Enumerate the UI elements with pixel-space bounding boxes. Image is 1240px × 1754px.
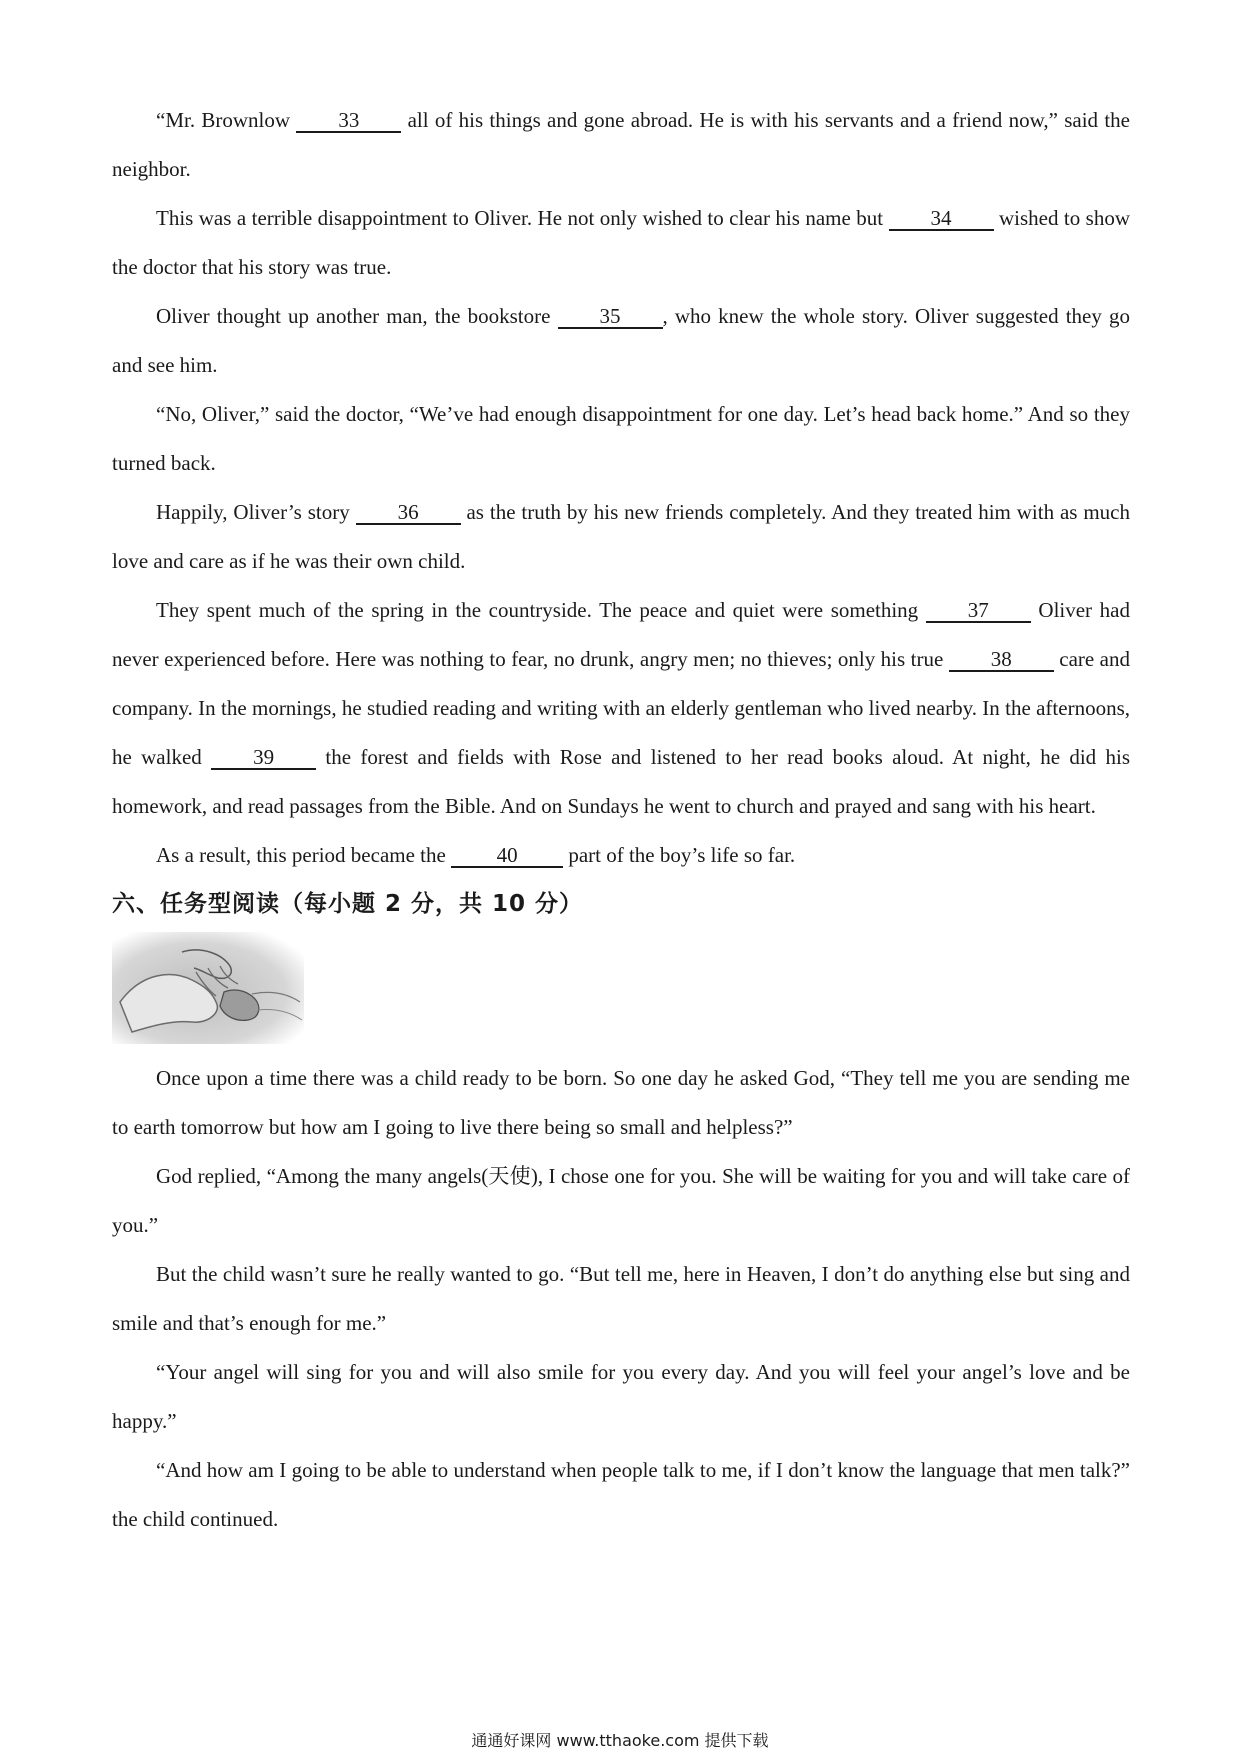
text: the forest and fields with Rose and listened to her read books aloud. At night, he did his homework, and read passages from the Bible. And on Sundays he went to church and prayed and sang with his heart. — [112, 745, 1131, 818]
paragraph: “And how am I going to be able to understand when people talk to me, if I don’t know the language that men talk?” the child continued. — [112, 1458, 1130, 1531]
text: This was a terrible disappointment to Oliver. He not only wished to clear his name but — [156, 206, 889, 230]
paragraph: Once upon a time there was a child ready to be born. So one day he asked God, “They tell me you are sending me to earth tomorrow but how am I going to live there being so small and helpless?” — [112, 1066, 1130, 1139]
paragraph: “Your angel will sing for you and will also smile for you every day. And you will feel your angel’s love and be happy.” — [112, 1360, 1130, 1433]
text: all of his things and gone abroad. He is with his servants and a friend now,” said the neighbor. — [112, 108, 1130, 181]
text: care and company. In the mornings, he studied reading and writing with an elderly gentleman who lived nearby. In the afternoons, he walked — [112, 647, 1130, 769]
paragraph — [112, 96, 1130, 194]
paragraph: “No, Oliver,” said the doctor, “We’ve had enough disappointment for one day. Let’s head back home.” And so they turned back. — [112, 402, 1130, 475]
section-title: 六、任务型阅读（每小题 2 分，共 10 分） — [112, 891, 584, 917]
paragraph: But the child wasn’t sure he really wanted to go. “But tell me, here in Heaven, I don’t do anything else but sing and smile and that’s enough for me.” — [112, 1262, 1130, 1335]
paragraph — [112, 586, 1130, 831]
answer-blank: 34 — [889, 207, 994, 231]
text: wished to show the doctor that his story was true. — [112, 206, 1130, 279]
answer-blank: 40 — [451, 844, 563, 868]
answer-blank: 38 — [949, 648, 1054, 672]
text: Oliver had never experienced before. Here was nothing to fear, no drunk, angry men; no thieves; only his true — [112, 598, 1130, 671]
page-footer: 通通好课网 www.tthaoke.com 提供下载 — [471, 1731, 769, 1750]
paragraph — [112, 292, 1130, 390]
hands-holding-icon — [112, 932, 304, 1044]
paragraph — [112, 831, 1130, 880]
answer-blank: 39 — [211, 746, 316, 770]
paragraph: God replied, “Among the many angels(天使), I chose one for you. She will be waiting for you and will take care of you.” — [112, 1164, 1130, 1237]
text: , who knew the whole story. Oliver suggested they go and see him. — [112, 304, 1130, 377]
paragraph — [112, 194, 1130, 292]
text: “Mr. Brownlow — [156, 108, 297, 132]
document-body — [112, 96, 1130, 1544]
paragraph — [112, 488, 1130, 586]
text: as the truth by his new friends completely. And they treated him with as much love and care as if he was their own child. — [112, 500, 1130, 573]
text: Oliver thought up another man, the bookstore — [156, 304, 558, 328]
text: They spent much of the spring in the countryside. The peace and quiet were something — [156, 598, 926, 622]
text: As a result, this period became the — [156, 843, 452, 867]
answer-blank: 33 — [296, 109, 401, 133]
answer-blank: 35 — [558, 305, 663, 329]
answer-blank: 36 — [356, 501, 461, 525]
text: Happily, Oliver’s story — [156, 500, 356, 524]
answer-blank: 37 — [926, 599, 1031, 623]
text: part of the boy’s life so far. — [563, 843, 796, 867]
